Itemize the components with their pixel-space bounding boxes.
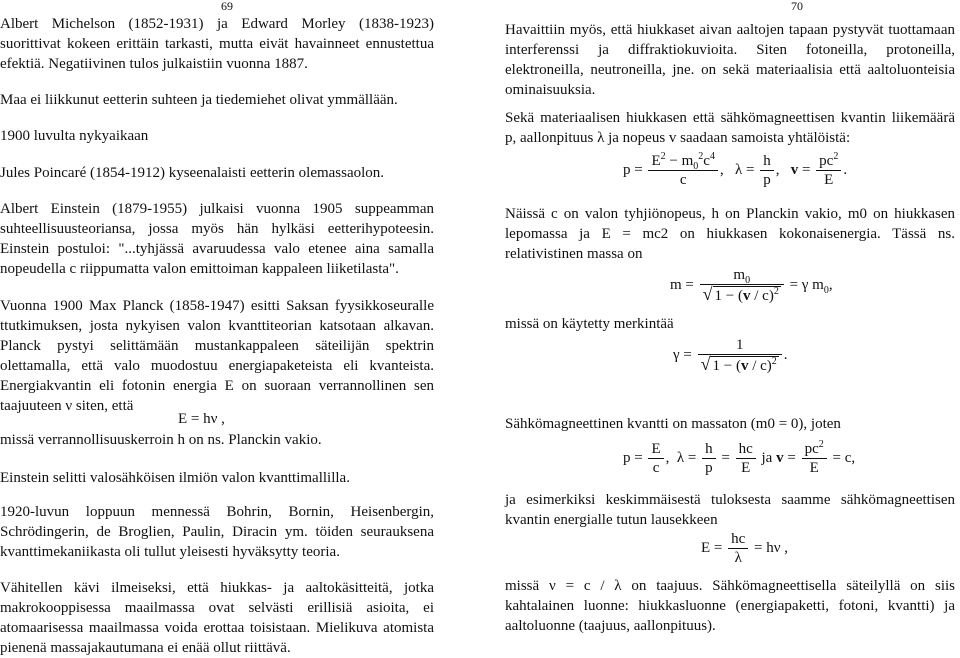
page-number: 69 [221, 0, 233, 13]
equation-photon: p = $\frac{E}{c}$ , λ = $\frac{h}{p}$ = $\frac{hc}{E}$ ja v = $\frac{pc^2}{E}$ = c, [623, 439, 856, 476]
left-page [0, 0, 450, 656]
paragraph-quantum-mechanics: 1920-luvun loppuun mennessä Bohrin, Bornin, Heisenbergin, Schrödingerin, de Broglien, Paulin, Diracin ym. töiden seurauksena kvanttimekaniikasta oli tullut yleisesti hyväksytty teoria. [0, 504, 434, 560]
page-number: 70 [791, 0, 803, 13]
paragraph-ether-confusion: Maa ei liikkunut eetterin suhteen ja tiedemiehet olivat ymmällään. [0, 92, 398, 108]
section-heading-1900: 1900 luvulta nykyaikaan [0, 128, 149, 144]
paragraph-michelson-morley: Albert Michelson (1852-1931) ja Edward Morley (1838-1923) suorittivat kokeen erittäin tarkasti, mutta eivät havainneet ennustettua efektiä. Negatiivinen tulos julkaistiin vuonna 1887. [0, 16, 434, 72]
paragraph-example: ja esimerkiksi keskimmäisestä tuloksesta saamme sähkömagneettisen kvantin energialle tutun lausekkeen [505, 492, 955, 528]
paragraph-dual-nature: missä ν = c / λ on taajuus. Sähkömagneettisella säteilyllä on siis kahtalainen luonne: hiukkasluonne (energiapaketti, fotoni, kvantti) ja aaltoluonne (taajuus, aallonpituus). [505, 578, 955, 634]
equation-relativistic-mass: m = $\frac{m_0}{√ 1 - (v / c)^2}$ = γ $m_0$, [670, 267, 833, 304]
paragraph-wave-particle: Vähitellen kävi ilmeiseksi, että hiukkas- ja aaltokäsitteitä, jotka makrokooppisessa maailmassa ovat selvästi erillisiä asioita, ei atomaarisessa maailmassa voida erottaa toisistaan. Mielikuva atomista pienenä massajakautumana ei enää ollut riittävä. [0, 580, 434, 656]
paragraph-massless: Sähkömagneettinen kvantti on massaton (m0 = 0), joten [505, 416, 841, 432]
paragraph-interference: Havaittiin myös, että hiukkaset aivan aaltojen tapaan pystyvät tuottamaan interferenssi ja diffraktiokuvioita. Siten fotoneilla, protoneilla, elektroneilla, neutroneilla, jne. on sekä materiaalisia että aaltoluonteisia ominaisuuksia. [505, 22, 955, 98]
paragraph-definitions: Näissä c on valon tyhjiönopeus, h on Planckin vakio, m0 on hiukkasen lepomassa ja E = mc2 on hiukkasen kokonaisenergia. Tässä ns. relativistinen massa on [505, 206, 955, 262]
equation-momentum: p = $\frac{E^2 - m_0^2c^4}{c}$ , λ = $\frac{h}{p}$ , v = $\frac{pc^2}{E}$ . [623, 151, 848, 188]
paragraph-einstein: Albert Einstein (1879-1955) julkaisi vuonna 1905 suppeamman suhteellisuusteoriansa, jossa myös hän hylkäsi eetterihypoteesin. Einstein postuloi: "...tyhjässä avaruudessa valo etenee aina samalla nopeudella c riippumatta valon emittoiman kappaleen liiketilasta". [0, 201, 434, 277]
paragraph-poincare: Jules Poincaré (1854-1912) kyseenalaisti eetterin olemassaolon. [0, 165, 385, 181]
paragraph-momentum: Sekä materiaalisen hiukkasen että sähkömagneettisen kvantin liikemäärä p, aallonpituus λ ja nopeus v saadaan samoista yhtälöistä: [505, 110, 955, 146]
equation-photon-energy: E = $\frac{hc}{\lambda}$ = hν , [701, 531, 789, 566]
equation-gamma: γ = $\frac{1}{√ 1 - (v / c)^2}$ . [673, 337, 788, 374]
paragraph-planck-constant: missä verrannollisuuskerroin h on ns. Planckin vakio. [0, 432, 322, 448]
paragraph-planck: Vuonna 1900 Max Planck (1858-1947) esitti Saksan fyysikkoseuralle ttutkimuksen, josta nykyisen valon kvanttiteorian katsotaan alkavan. Planck pystyi selittämään mustankappaleen säteilijän spektrin olettamalla, että valo muodostuu energiapaketeista eli kvanteista. Energiakvantin eli fotonin energia E on suoraan verrannollinen sen taajuuteen ν siten, että [0, 298, 434, 414]
paragraph-notation: missä on käytetty merkintää [505, 316, 674, 332]
paragraph-photoelectric: Einstein selitti valosähköisen ilmiön valon kvanttimallilla. [0, 470, 350, 486]
equation-planck: E = hν , [178, 411, 225, 427]
right-page [505, 0, 955, 652]
